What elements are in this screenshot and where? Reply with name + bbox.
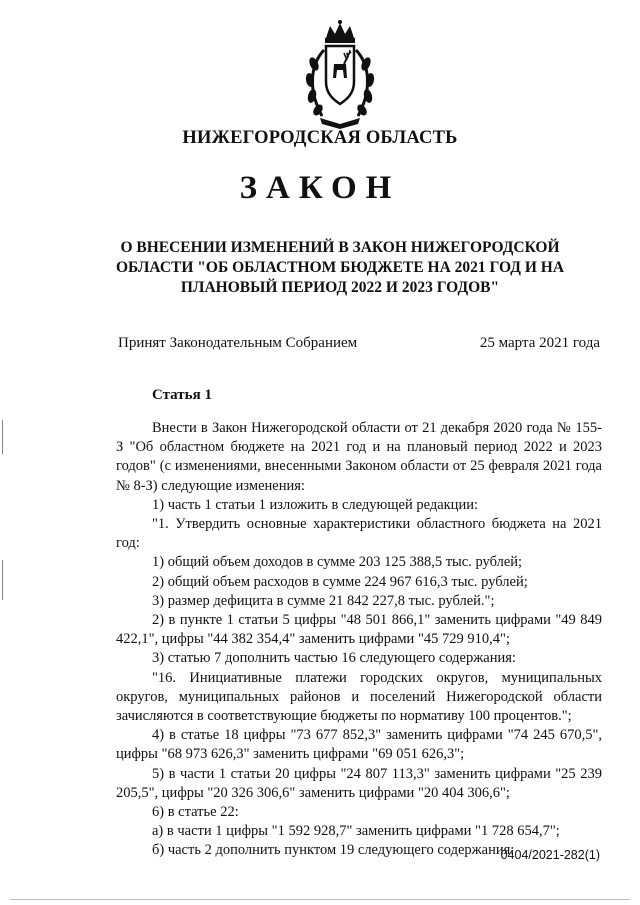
article-body xyxy=(116,419,602,861)
scan-edge-mark xyxy=(2,560,3,600)
paragraph: 2) в пункте 1 статьи 5 цифры "48 501 866,1" заменить цифрами "49 849 422,1", цифры "44 382 354,4" заменить цифрами "45 729 910,4"; xyxy=(116,612,602,648)
document-code: 0404/2021-282(1) xyxy=(500,848,600,862)
paragraph: 5) в части 1 статьи 20 цифры "24 807 113,3" заменить цифрами "25 239 205,5", цифры "20 326 306,6" заменить цифрами "20 404 306,6"; xyxy=(116,765,602,801)
adoption-date: 25 марта 2021 года xyxy=(479,335,600,351)
region-name: НИЖЕГОРОДСКАЯ ОБЛАСТЬ xyxy=(182,128,458,148)
document-type: ЗАКОН xyxy=(239,170,401,206)
paragraph: 2) общий объем расходов в сумме 224 967 616,3 тыс. рублей; xyxy=(152,573,528,590)
scan-edge-mark xyxy=(2,420,3,454)
coat-of-arms-emblem xyxy=(300,20,380,130)
adopted-by: Принят Законодательным Собранием xyxy=(118,335,358,351)
paragraph: б) часть 2 дополнить пунктом 19 следующего содержания: xyxy=(152,842,515,859)
paragraph: а) в части 1 цифры "1 592 928,7" заменить цифрами "1 728 654,7"; xyxy=(152,823,560,840)
paragraph: 1) общий объем доходов в сумме 203 125 388,5 тыс. рублей; xyxy=(152,554,523,571)
law-title-line: ПЛАНОВЫЙ ПЕРИОД 2022 И 2023 ГОДОВ" xyxy=(180,279,500,296)
law-title-line: ОБЛАСТИ "ОБ ОБЛАСТНОМ БЮДЖЕТЕ НА 2021 ГОД И НА xyxy=(115,259,565,276)
paragraph: 3) статью 7 дополнить частью 16 следующего содержания: xyxy=(152,650,516,667)
paragraph: 4) в статье 18 цифры "73 677 852,3" заменить цифрами "74 245 670,5", цифры "68 973 626,3" заменить цифрами "69 051 626,3"; xyxy=(116,727,602,763)
paragraph: "16. Инициативные платежи городских округов, муниципальных округов, муниципальных районов и поселений Нижегородской области зачисляются в соответствующие бюджеты по нормативу 100 процентов."; xyxy=(116,669,602,725)
paragraph: 1) часть 1 статьи 1 изложить в следующей редакции: xyxy=(152,496,478,513)
law-title xyxy=(115,238,565,298)
paragraph: "1. Утвердить основные характеристики областного бюджета на 2021 год: xyxy=(116,516,602,552)
law-title-line: О ВНЕСЕНИИ ИЗМЕНЕНИЙ В ЗАКОН НИЖЕГОРОДСКОЙ xyxy=(120,239,560,256)
article-heading: Статья 1 xyxy=(152,387,212,403)
scan-edge-line xyxy=(10,899,630,900)
paragraph: 3) размер дефицита в сумме 21 842 227,8 тыс. рублей."; xyxy=(152,592,495,609)
paragraph: Внести в Закон Нижегородской области от 21 декабря 2020 года № 155-З "Об областном бюджете на 2021 год и на плановый период 2022 и 2023 годов" (с изменениями, внесенными Законом области от 25 февраля 2021 года № 8-З) следующие изменения: xyxy=(116,420,602,494)
paragraph: 6) в статье 22: xyxy=(152,804,239,821)
